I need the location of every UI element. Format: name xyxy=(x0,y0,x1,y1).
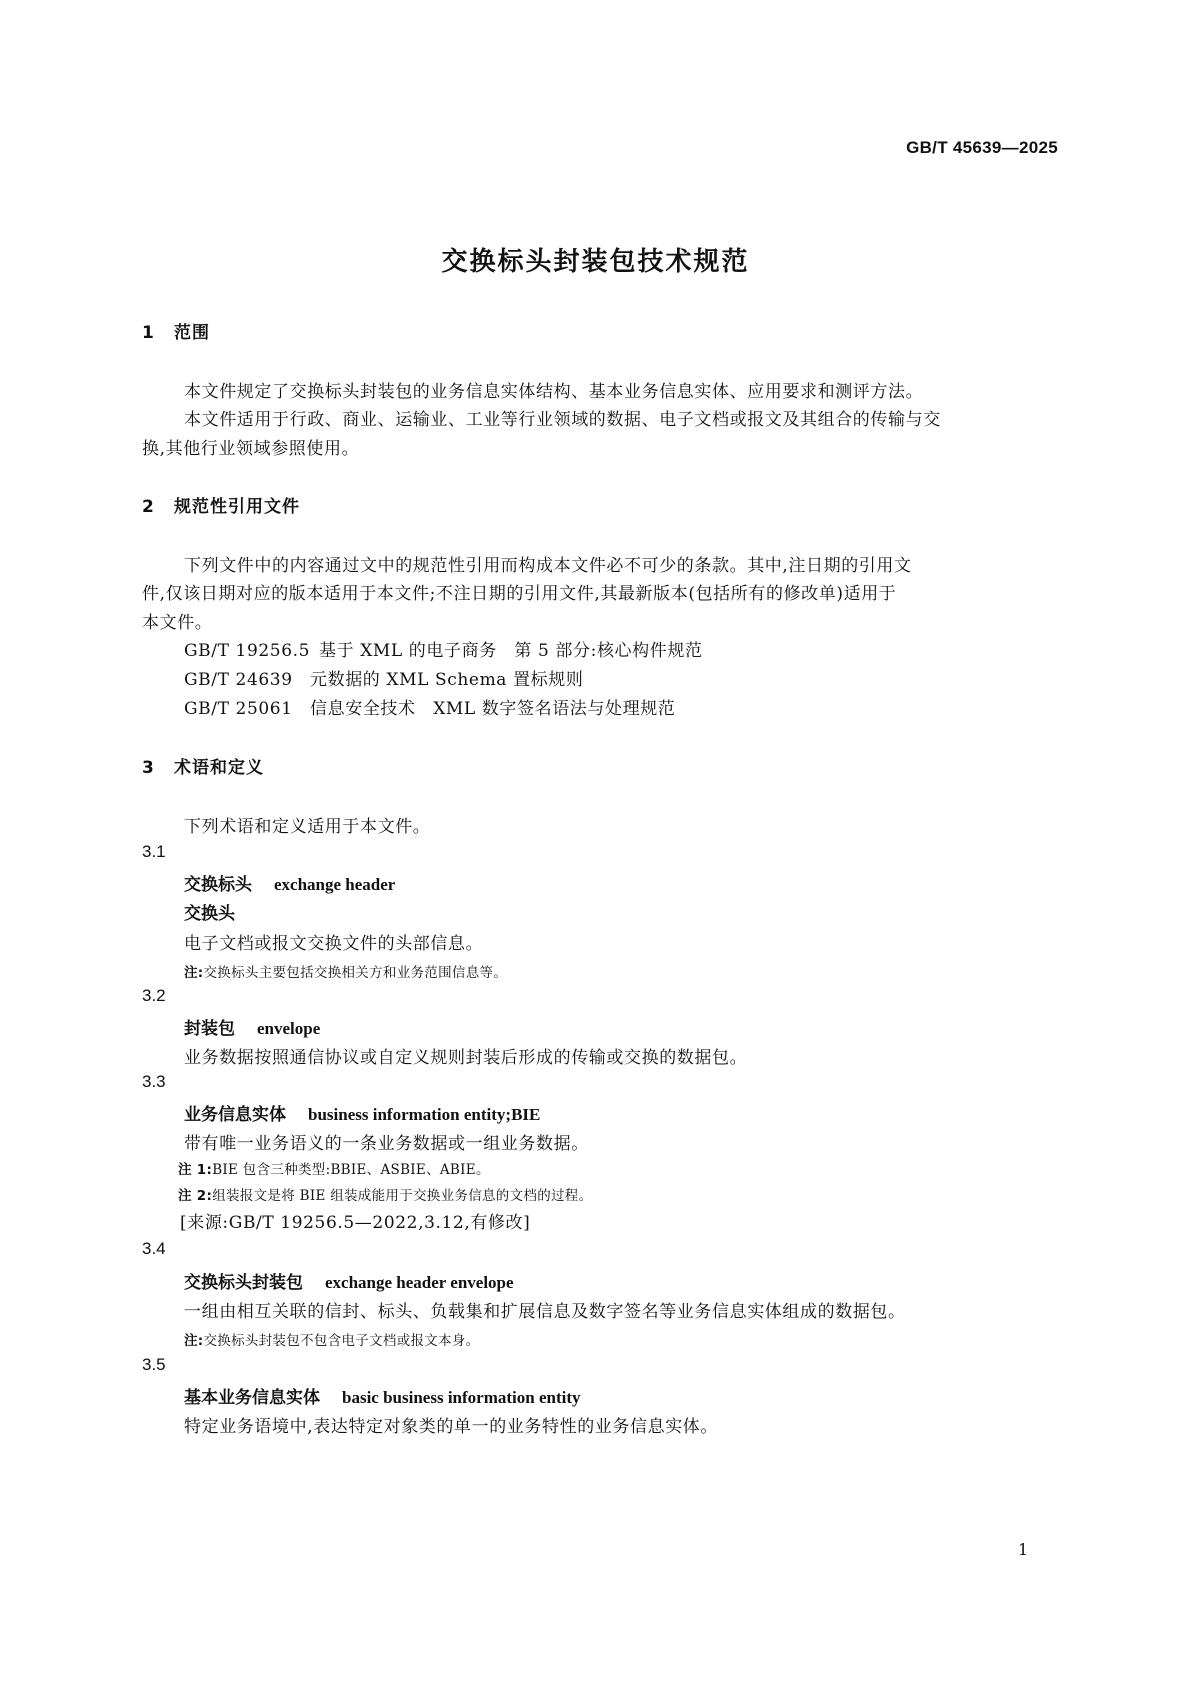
reference-3 xyxy=(184,694,675,719)
note-label: 注 1: xyxy=(178,1162,213,1178)
reference-2 xyxy=(184,665,583,690)
term-3-5-zh: 基本业务信息实体 xyxy=(184,1388,320,1408)
term-3-2-zh: 封装包 xyxy=(184,1019,235,1039)
page-number: 1 xyxy=(1018,1540,1029,1559)
section-1-para-2b: 换,其他行业领域参照使用。 xyxy=(142,439,360,459)
note-label: 注: xyxy=(184,1333,204,1349)
term-3-3-zh: 业务信息实体 xyxy=(184,1105,286,1125)
section-1-number: 1 xyxy=(142,323,155,343)
section-2-number: 2 xyxy=(142,497,155,517)
term-3-2-definition: 业务数据按照通信协议或自定义规则封装后形成的传输或交换的数据包。 xyxy=(184,1048,748,1068)
section-2-para-b: 件,仅该日期对应的版本适用于本文件;不注日期的引用文件,其最新版本(包括所有的修改单)适用于 xyxy=(142,584,897,604)
document-title: 交换标头封装包技术规范 xyxy=(441,247,750,277)
term-3-3-note-1 xyxy=(178,1158,490,1178)
section-1-para-1: 本文件规定了交换标头封装包的业务信息实体结构、基本业务信息实体、应用要求和测评方法。 xyxy=(184,382,924,402)
section-3-intro: 下列术语和定义适用于本文件。 xyxy=(184,817,431,837)
standard-code: GB/T 45639—2025 xyxy=(906,138,1058,157)
term-3-3-en: business information entity;BIE xyxy=(308,1105,541,1124)
section-1-para-2a: 本文件适用于行政、商业、运输业、工业等行业领域的数据、电子文档或报文及其组合的传输与交 xyxy=(184,410,941,430)
term-3-3-number: 3.3 xyxy=(142,1072,166,1091)
term-3-1-note xyxy=(184,961,507,981)
note-label: 注 2: xyxy=(178,1188,213,1204)
term-3-2-name xyxy=(184,1014,320,1039)
section-3-heading xyxy=(142,753,264,778)
note-text: 交换标头主要包括交换相关方和业务范围信息等。 xyxy=(203,965,508,981)
reference-3-code: GB/T 25061 xyxy=(184,699,293,719)
term-3-4-number: 3.4 xyxy=(142,1239,166,1258)
reference-1-code: GB/T 19256.5 xyxy=(184,641,311,661)
term-3-5-name xyxy=(184,1383,581,1408)
note-text: 组装报文是将 BIE 组装成能用于交换业务信息的文档的过程。 xyxy=(212,1188,593,1204)
term-3-1-definition: 电子文档或报文交换文件的头部信息。 xyxy=(184,934,484,954)
term-3-4-en: exchange header envelope xyxy=(325,1273,514,1292)
term-3-4-name xyxy=(184,1268,514,1293)
section-1-heading xyxy=(142,318,210,343)
section-1-title: 范围 xyxy=(174,323,210,343)
reference-2-title: 元数据的 XML Schema 置标规则 xyxy=(310,670,584,690)
section-2-heading xyxy=(142,492,300,517)
term-3-1-number: 3.1 xyxy=(142,842,166,861)
section-3-title: 术语和定义 xyxy=(174,758,264,778)
reference-1-title: 基于 XML 的电子商务 第 5 部分:核心构件规范 xyxy=(319,641,703,661)
reference-1 xyxy=(184,636,703,661)
section-3-number: 3 xyxy=(142,758,155,778)
term-3-5-number: 3.5 xyxy=(142,1355,166,1374)
section-2-para-c: 本文件。 xyxy=(142,613,213,633)
section-2-para-a: 下列文件中的内容通过文中的规范性引用而构成本文件必不可少的条款。其中,注日期的引用文 xyxy=(184,556,912,576)
note-text: BIE 包含三种类型:BBIE、ASBIE、ABIE。 xyxy=(212,1162,490,1178)
term-3-1-en: exchange header xyxy=(274,875,396,894)
term-3-4-zh: 交换标头封装包 xyxy=(184,1273,303,1293)
reference-2-code: GB/T 24639 xyxy=(184,670,293,690)
term-3-2-en: envelope xyxy=(257,1019,321,1038)
term-3-4-note xyxy=(184,1329,480,1349)
section-2-title: 规范性引用文件 xyxy=(174,497,300,517)
note-label: 注: xyxy=(184,965,204,981)
term-3-2-number: 3.2 xyxy=(142,986,166,1005)
term-3-1-alt: 交换头 xyxy=(184,904,235,924)
term-3-1-name xyxy=(184,870,395,895)
note-text: 交换标头封装包不包含电子文档或报文本身。 xyxy=(203,1333,480,1349)
reference-3-title: 信息安全技术 XML 数字签名语法与处理规范 xyxy=(310,699,676,719)
term-3-3-source: [来源:GB/T 19256.5—2022,3.12,有修改] xyxy=(180,1213,531,1233)
term-3-4-definition: 一组由相互关联的信封、标头、负载集和扩展信息及数字签名等业务信息实体组成的数据包。 xyxy=(184,1302,906,1322)
term-3-1-zh: 交换标头 xyxy=(184,875,252,895)
term-3-3-name xyxy=(184,1100,540,1125)
term-3-3-definition: 带有唯一业务语义的一条业务数据或一组业务数据。 xyxy=(184,1134,589,1154)
term-3-5-definition: 特定业务语境中,表达特定对象类的单一的业务特性的业务信息实体。 xyxy=(184,1417,719,1437)
term-3-5-en: basic business information entity xyxy=(342,1388,581,1407)
term-3-3-note-2 xyxy=(178,1184,592,1204)
